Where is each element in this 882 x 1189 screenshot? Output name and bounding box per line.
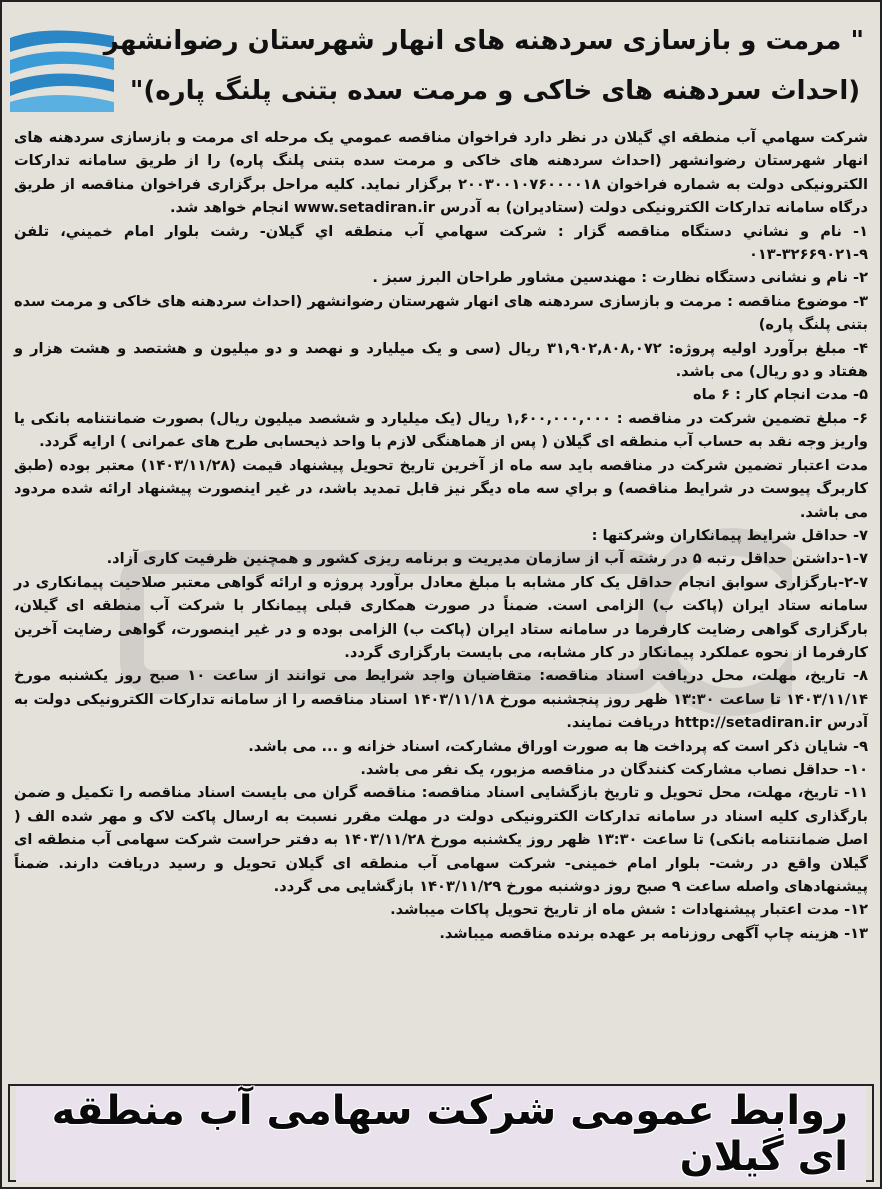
title-line-1: " مرمت و بازسازی سردهنه های انهار شهرستان رضوانشهر <box>103 26 864 56</box>
item-12: ۱۲- مدت اعتبار پیشنهادات : شش ماه از تاریخ تحویل پاکات میباشد. <box>390 901 868 919</box>
item-4: ۴- مبلغ برآورد اولیه پروژه: ۳۱,۹۰۲,۸۰۸,۰۷۲ ریال (سی و یک میلیارد و نهصد و دو میلیون و هشتصد و هشت هزار و هفتاد و دو ریال) می باشد. <box>14 339 869 381</box>
intro-paragraph: شرکت سهامي آب منطقه اي گيلان در نظر دارد فراخوان مناقصه عمومي یک مرحله ای مرمت و بازسازی سردهنه های انهار شهرستان رضوانشهر (احداث سردهنه های خاکی و مرمت سده بتنی پلنگ پاره) را از طریق سامانه تدارکات الکترونیکی دولت به شماره فراخوان ۲۰۰۳۰۰۱۰۷۶۰۰۰۰۱۸ برگزار نماید. کلیه مراحل برگزاری فراخوان مناقصه از طریق درگاه سامانه تدارکات الکترونیکی دولت (ستادیران) به آدرس www.setadiran.ir انجام خواهد شد. <box>14 129 868 217</box>
guarantee-validity: مدت اعتبار تضمین شرکت در مناقصه باید سه ماه از آخرین تاریخ تحویل پیشنهاد قیمت (۱۴۰۳/۱۱/۲۸) معتبر بوده (طبق کاربرگ پیوست در شرایط مناقصه) و براي سه ماه دیگر نیز قابل تمدید باشد، در غیر اینصورت پیشنهاد ارائه شده مردود می باشد. <box>14 456 868 521</box>
notice-body <box>14 126 868 945</box>
item-5: ۵- مدت انجام کار : ۶ ماه <box>692 386 868 404</box>
item-9: ۹- شایان ذکر است که پرداخت ها به صورت اوراق مشارکت، اسناد خزانه و ... می باشد. <box>248 737 868 755</box>
item-7-2: ۲-۷-بارگزاری سوابق انجام حداقل یک کار مشابه با مبلغ معادل برآورد پروژه و ارائه گواهی معتبر صلاحیت پیمانکاری در سامانه ستاد ایران (پاکت ب) الزامی است. ضمناً در صورت همکاری قبلی پیمانکار با شرکت آب منطقه ای گیلان، بارگزاری گواهی رضایت کارفرما در سامانه ستاد ایران (پاکت ب) الزامی بوده و در غیر اینصورت، گواهی رضایت آخرین کارفرما از نحوه عملکرد پیمانکار در کار مشابه، می بایست بارگزاری گردد. <box>14 573 868 661</box>
item-7-1: ۱-۷-داشتن حداقل رتبه ۵ در رشته آب از سازمان مدیریت و برنامه ریزی کشور و همچنین ظرفیت کاری آزاد. <box>106 550 868 568</box>
item-13: ۱۳- هزینه چاپ آگهی روزنامه بر عهده برنده مناقصه میباشد. <box>439 924 868 942</box>
item-6: ۶- مبلغ تضمین شرکت در مناقصه : ۱,۶۰۰,۰۰۰,۰۰۰ ریال (یک میلیارد و ششصد میلیون ریال) بصورت ضمانتنامه بانکی یا واریز وجه نقد به حساب آب منطقه ای گیلان ( پس از هماهنگی لازم با واحد ذیحسابی طرح های عمرانی ) ارایه گردد. <box>14 409 868 451</box>
item-3: ۳- موضوع مناقصه : مرمت و بازسازی سردهنه های انهار شهرستان رضوانشهر (احداث سردهنه های خاکی و مرمت سده بتنی پلنگ پاره) <box>14 292 868 334</box>
notice-title <box>103 16 864 116</box>
item-1: ۱- نام و نشاني دستگاه مناقصه گزار : شرکت سهامي آب منطقه اي گيلان- رشت بلوار امام خميني، تلفن ۹-۳۲۶۶۹۰۲۱-۰۱۳ <box>14 222 868 264</box>
water-company-logo-icon <box>6 18 118 114</box>
item-7: ۷- حداقل شرایط پیمانکاران وشرکتها : <box>591 526 868 544</box>
item-11: ۱۱- تاریخ، مهلت، محل تحویل و تاریخ بازگشایی اسناد مناقصه: مناقصه گران می بایست اسناد مناقصه را تکمیل و ضمن بارگذاری کلیه اسناد در سامانه تدارکات الکترونیکی دولت در مهلت مقرر نسبت به ارسال پاکت لاک و مهر شده الف ( اصل ضمانتنامه بانکی) تا ساعت ۱۳:۳۰ ظهر روز یکشنبه مورخ ۱۴۰۳/۱۱/۲۸ به دفتر حراست شرکت سهامی آب منطقه ای گیلان واقع در رشت- بلوار امام خمینی- شرکت سهامی آب منطقه ای گیلان تحویل و رسید دریافت دارند. ضمناً پیشنهادهای واصله ساعت ۹ صبح روز دوشنبه مورخ ۱۴۰۳/۱۱/۲۹ بازگشایی می گردد. <box>14 784 868 895</box>
item-10: ۱۰- حداقل نصاب مشارکت کنندگان در مناقصه مزبور، یک نفر می باشد. <box>360 760 868 778</box>
title-line-2: (احداث سردهنه های خاکی و مرمت سده بتنی پلنگ پاره)" <box>129 76 861 106</box>
item-2: ۲- نام و نشانی دستگاه نظارت : مهندسین مشاور طراحان البرز سبز . <box>372 269 868 287</box>
footer-band <box>16 1088 866 1180</box>
item-8: ۸- تاریخ، مهلت، محل دریافت اسناد مناقصه: متقاضیان واجد شرایط می توانند از ساعت ۱۰ صبح روز یکشنبه مورخ ۱۴۰۳/۱۱/۱۴ تا ساعت ۱۳:۳۰ ظهر روز پنجشنبه مورخ ۱۴۰۳/۱۱/۱۸ اسناد مناقصه را از سامانه تدارکات الکترونیکی دولت به آدرس http://setadiran.ir دریافت نمایند. <box>14 667 868 732</box>
public-relations-signature: روابط عمومی شرکت سهامی آب منطقه ای گیلان <box>16 1086 866 1182</box>
